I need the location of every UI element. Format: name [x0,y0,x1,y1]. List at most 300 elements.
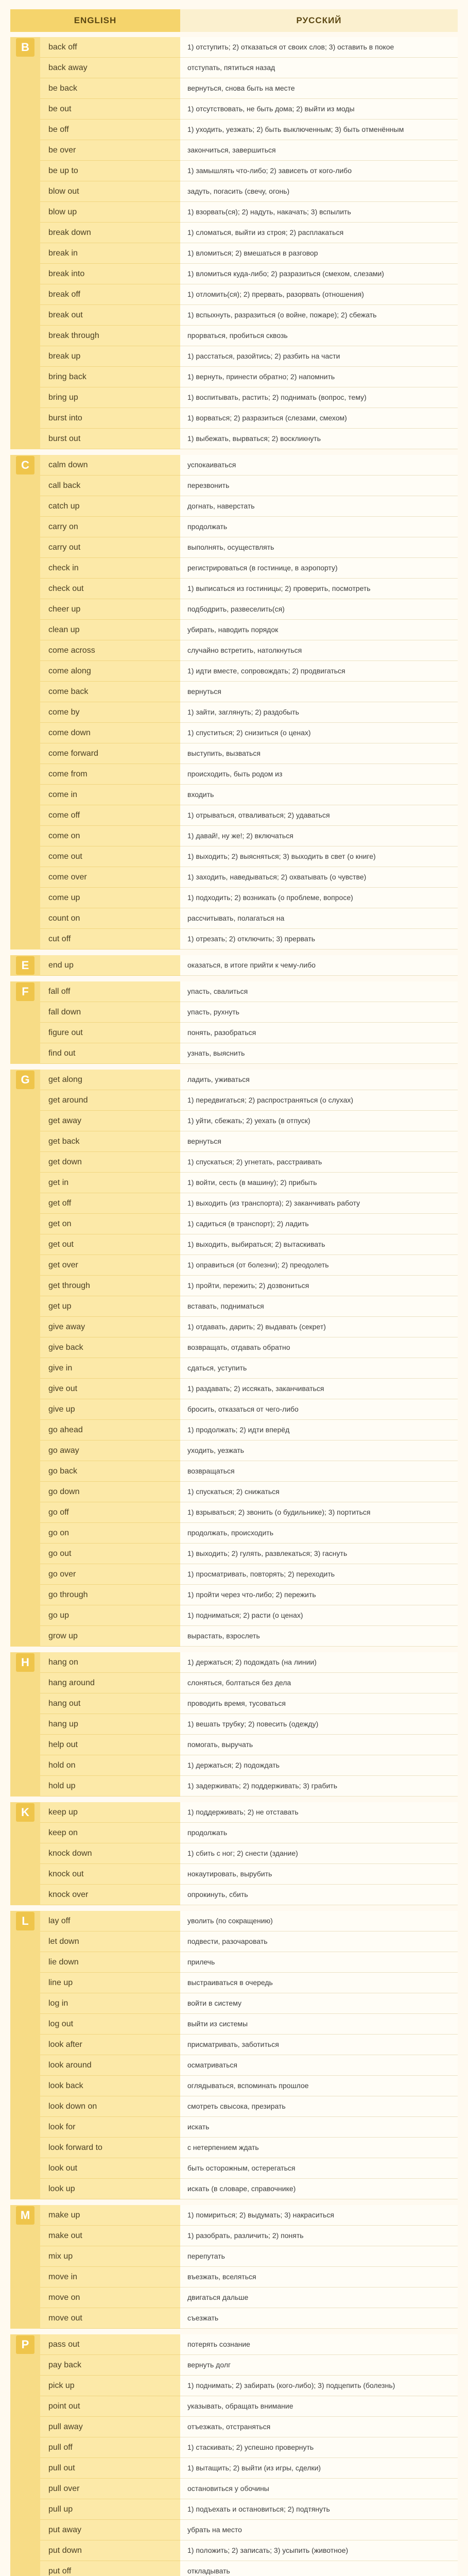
phrase-row [40,1214,458,1234]
phrase-row [40,1152,458,1173]
russian-translation: ладить, уживаться [180,1070,458,1090]
phrase-row [40,1482,458,1502]
english-phrase: be off [40,120,180,140]
phrase-row [40,2267,458,2287]
russian-translation: 1) отрезать; 2) отключить; 3) прервать [180,929,458,950]
phrase-row [40,1379,458,1399]
phrase-row [40,1296,458,1317]
english-phrase: knock out [40,1864,180,1885]
russian-translation: перепутать [180,2246,458,2267]
english-phrase: break up [40,346,180,367]
phrase-row [40,1193,458,1214]
english-phrase: lie down [40,1952,180,1973]
phrase-row [40,223,458,243]
phrase-row [40,1735,458,1755]
phrase-row [40,2014,458,2035]
english-phrase: knock over [40,1885,180,1905]
russian-translation: 1) стаскивать; 2) успешно провернуть [180,2437,458,2458]
english-phrase: go up [40,1605,180,1626]
english-phrase: break through [40,326,180,346]
russian-translation: 1) уходить, уезжать; 2) быть выключенным; 3) быть отменённым [180,120,458,140]
russian-translation: откладывать [180,2561,458,2576]
russian-translation: 1) вернуть, принести обратно; 2) напомнить [180,367,458,387]
russian-translation: 1) выходить, выбираться; 2) вытаскивать [180,1234,458,1255]
phrase-row [40,517,458,537]
english-phrase: mix up [40,2246,180,2267]
phrase-row [40,305,458,326]
phrasal-verb-table [10,37,458,2576]
english-phrase: be over [40,140,180,161]
phrase-row [40,99,458,120]
english-phrase: fall down [40,1002,180,1023]
phrase-row [40,2055,458,2076]
english-phrase: give back [40,1337,180,1358]
phrase-row [40,1776,458,1797]
english-phrase: back off [40,37,180,58]
russian-translation: 1) выходить; 2) гулять, развлекаться; 3) гаснуть [180,1544,458,1564]
phrase-row [40,1502,458,1523]
phrase-row [40,1023,458,1043]
russian-translation: 1) вломиться; 2) вмешаться в разговор [180,243,458,264]
english-phrase: come out [40,846,180,867]
phrase-row [40,1931,458,1952]
phrase-row [40,867,458,888]
russian-translation: войти в систему [180,1993,458,2014]
phrase-row [40,1070,458,1090]
english-phrase: move on [40,2287,180,2308]
phrase-row [40,723,458,743]
russian-translation: 1) идти вместе, сопровождать; 2) продвигаться [180,661,458,682]
russian-translation: вставать, подниматься [180,1296,458,1317]
phrase-row [40,764,458,785]
phrase-row [40,2205,458,2226]
english-phrase: look after [40,2035,180,2055]
english-phrase: get away [40,1111,180,1131]
russian-translation: возвращаться [180,1461,458,1482]
english-phrase: go over [40,1564,180,1585]
phrase-row [40,2179,458,2199]
phrase-row [40,1973,458,1993]
russian-translation: 1) оправиться (от болезни); 2) преодолеть [180,1255,458,1276]
letter-strip [10,455,40,950]
letter-section [10,2205,458,2329]
english-phrase: pull up [40,2499,180,2520]
russian-translation: сдаться, уступить [180,1358,458,1379]
russian-translation: отъезжать, отстраняться [180,2417,458,2437]
phrase-row [40,888,458,908]
russian-translation: бросить, отказаться от чего-либо [180,1399,458,1420]
english-phrase: clean up [40,620,180,640]
english-phrase: hold on [40,1755,180,1776]
english-phrase: hang up [40,1714,180,1735]
russian-translation: подвести, разочаровать [180,1931,458,1952]
phrase-row [40,661,458,682]
russian-translation: 1) спуститься; 2) снизиться (о ценах) [180,723,458,743]
phrase-row [40,2287,458,2308]
english-phrase: find out [40,1043,180,1064]
english-phrase: look out [40,2158,180,2179]
phrase-row [40,1440,458,1461]
english-phrase: fall off [40,981,180,1002]
column-header-english: ENGLISH [10,9,180,32]
phrase-list [40,455,458,950]
english-phrase: get over [40,1255,180,1276]
phrase-row [40,1864,458,1885]
english-phrase: go out [40,1544,180,1564]
russian-translation: оказаться, в итоге прийти к чему-либо [180,955,458,976]
letter-strip [10,2205,40,2329]
russian-translation: осматриваться [180,2055,458,2076]
russian-translation: 1) ворваться; 2) разразиться (слезами, смехом) [180,408,458,429]
phrase-row [40,805,458,826]
english-phrase: burst into [40,408,180,429]
russian-translation: проводить время, тусоваться [180,1693,458,1714]
russian-translation: случайно встретить, натолкнуться [180,640,458,661]
english-phrase: point out [40,2396,180,2417]
phrase-row [40,1337,458,1358]
phrase-row [40,429,458,449]
phrase-row [40,2226,458,2246]
phrase-row [40,2376,458,2396]
russian-translation: прорваться, пробиться сквозь [180,326,458,346]
phrase-row [40,682,458,702]
phrase-row [40,1043,458,1064]
phrase-row [40,1399,458,1420]
english-phrase: come down [40,723,180,743]
russian-translation: 1) взрываться; 2) звонить (о будильнике); 3) портиться [180,1502,458,1523]
russian-translation: 1) вытащить; 2) выйти (из игры, сделки) [180,2458,458,2479]
section-letter: P [16,2335,34,2354]
russian-translation: 1) расстаться, разойтись; 2) разбить на части [180,346,458,367]
phrase-row [40,2520,458,2540]
russian-translation: выстраиваться в очередь [180,1973,458,1993]
phrase-row [40,1544,458,1564]
russian-translation: 1) положить; 2) записать; 3) усыпить (животное) [180,2540,458,2561]
section-letter: L [16,1912,34,1930]
russian-translation: происходить, быть родом из [180,764,458,785]
english-phrase: blow up [40,202,180,223]
english-phrase: get down [40,1152,180,1173]
phrase-row [40,2396,458,2417]
english-phrase: come along [40,661,180,682]
section-letter: G [16,1071,34,1089]
russian-translation: вернуться [180,682,458,702]
russian-translation: убрать на место [180,2520,458,2540]
phrase-row [40,558,458,579]
russian-translation: упасть, рухнуть [180,1002,458,1023]
russian-translation: 1) держаться; 2) подождать [180,1755,458,1776]
russian-translation: 1) подходить; 2) возникать (о проблеме, вопросе) [180,888,458,908]
russian-translation: 1) продолжать; 2) идти вперёд [180,1420,458,1440]
russian-translation: входить [180,785,458,805]
phrase-row [40,496,458,517]
phrase-row [40,579,458,599]
section-letter: H [16,1653,34,1672]
phrase-row [40,2499,458,2520]
english-phrase: log in [40,1993,180,2014]
phrase-row [40,640,458,661]
phrase-list [40,1802,458,1905]
russian-translation: двигаться дальше [180,2287,458,2308]
russian-translation: вырастать, взрослеть [180,1626,458,1647]
russian-translation: уволить (по сокращению) [180,1911,458,1931]
english-phrase: go ahead [40,1420,180,1440]
phrase-row [40,37,458,58]
section-letter: F [16,982,34,1001]
russian-translation: задуть, погасить (свечу, огонь) [180,181,458,202]
english-phrase: move in [40,2267,180,2287]
english-phrase: pull off [40,2437,180,2458]
russian-translation: упасть, свалиться [180,981,458,1002]
english-phrase: break in [40,243,180,264]
russian-translation: 1) садиться (в транспорт); 2) ладить [180,1214,458,1234]
phrase-list [40,981,458,1064]
russian-translation: уходить, уезжать [180,1440,458,1461]
phrase-row [40,2540,458,2561]
phrase-row [40,120,458,140]
english-phrase: end up [40,955,180,976]
english-phrase: go off [40,1502,180,1523]
english-phrase: break into [40,264,180,284]
phrase-list [40,1911,458,2199]
russian-translation: искать [180,2117,458,2138]
section-letter: K [16,1803,34,1822]
phrase-row [40,1131,458,1152]
russian-translation: 1) давай!, ну же!; 2) включаться [180,826,458,846]
english-phrase: pay back [40,2355,180,2376]
russian-translation: оглядываться, вспоминать прошлое [180,2076,458,2096]
phrase-row [40,1173,458,1193]
english-phrase: break off [40,284,180,305]
phrase-row [40,2417,458,2437]
phrase-row [40,2308,458,2329]
russian-translation: 1) выбежать, вырваться; 2) воскликнуть [180,429,458,449]
english-phrase: get around [40,1090,180,1111]
letter-section [10,1652,458,1797]
russian-translation: 1) отсутствовать, не быть дома; 2) выйти из моды [180,99,458,120]
russian-translation: 1) спускаться; 2) снижаться [180,1482,458,1502]
english-phrase: pull away [40,2417,180,2437]
english-phrase: look up [40,2179,180,2199]
phrase-row [40,1585,458,1605]
russian-translation: 1) воспитывать, растить; 2) поднимать (вопрос, тему) [180,387,458,408]
phrase-row [40,1714,458,1735]
english-phrase: calm down [40,455,180,476]
english-phrase: come back [40,682,180,702]
russian-translation: продолжать [180,517,458,537]
russian-translation: опрокинуть, сбить [180,1885,458,1905]
russian-translation: 1) разобрать, различить; 2) понять [180,2226,458,2246]
english-phrase: blow out [40,181,180,202]
english-phrase: look around [40,2055,180,2076]
russian-translation: 1) помириться; 2) выдумать; 3) накраситься [180,2205,458,2226]
english-phrase: give out [40,1379,180,1399]
russian-translation: быть осторожным, остерегаться [180,2158,458,2179]
section-letter: B [16,38,34,57]
russian-translation: 1) отдавать, дарить; 2) выдавать (секрет) [180,1317,458,1337]
english-phrase: hold up [40,1776,180,1797]
russian-translation: смотреть свысока, презирать [180,2096,458,2117]
phrase-row [40,326,458,346]
phrase-row [40,1234,458,1255]
russian-translation: выступить, вызваться [180,743,458,764]
russian-translation: узнать, выяснить [180,1043,458,1064]
phrase-row [40,1317,458,1337]
phrase-row [40,743,458,764]
table-header [10,9,458,32]
letter-section [10,955,458,976]
letter-strip [10,955,40,976]
russian-translation: успокаиваться [180,455,458,476]
english-phrase: keep on [40,1823,180,1843]
english-phrase: make up [40,2205,180,2226]
english-phrase: come from [40,764,180,785]
russian-translation: возвращать, отдавать обратно [180,1337,458,1358]
phrase-row [40,846,458,867]
phrase-row [40,1843,458,1864]
phrase-row [40,908,458,929]
english-phrase: get up [40,1296,180,1317]
russian-translation: нокаутировать, вырубить [180,1864,458,1885]
english-phrase: go down [40,1482,180,1502]
russian-translation: выйти из системы [180,2014,458,2035]
russian-translation: съезжать [180,2308,458,2329]
english-phrase: hang on [40,1652,180,1673]
phrase-row [40,2561,458,2576]
phrase-row [40,1523,458,1544]
phrase-row [40,367,458,387]
english-phrase: put away [40,2520,180,2540]
russian-translation: вернуть долг [180,2355,458,2376]
russian-translation: 1) замышлять что-либо; 2) зависеть от кого-либо [180,161,458,181]
english-phrase: put down [40,2540,180,2561]
russian-translation: понять, разобраться [180,1023,458,1043]
phrase-row [40,2479,458,2499]
english-phrase: call back [40,476,180,496]
english-phrase: pull out [40,2458,180,2479]
column-header-russian: РУССКИЙ [180,9,458,32]
english-phrase: get off [40,1193,180,1214]
english-phrase: carry on [40,517,180,537]
english-phrase: look forward to [40,2138,180,2158]
phrase-row [40,2096,458,2117]
english-phrase: let down [40,1931,180,1952]
russian-translation: искать (в словаре, справочнике) [180,2179,458,2199]
russian-translation: 1) отступить; 2) отказаться от своих слов; 3) оставить в покое [180,37,458,58]
russian-translation: 1) выходить (из транспорта); 2) заканчивать работу [180,1193,458,1214]
english-phrase: get out [40,1234,180,1255]
russian-translation: 1) подъехать и остановиться; 2) подтянуть [180,2499,458,2520]
russian-translation: убирать, наводить порядок [180,620,458,640]
english-phrase: bring up [40,387,180,408]
phrase-list [40,2205,458,2329]
english-phrase: hang around [40,1673,180,1693]
phrase-row [40,981,458,1002]
phrase-row [40,455,458,476]
section-letter: C [16,456,34,474]
phrase-row [40,1693,458,1714]
russian-translation: 1) поднимать; 2) забирать (кого-либо); 3) подцепить (болезнь) [180,2376,458,2396]
letter-strip [10,1802,40,1905]
phrase-row [40,1673,458,1693]
phrase-row [40,2138,458,2158]
phrase-row [40,2437,458,2458]
phrase-row [40,702,458,723]
english-phrase: move out [40,2308,180,2329]
phrase-row [40,2158,458,2179]
english-phrase: be up to [40,161,180,181]
phrase-row [40,1885,458,1905]
phrase-row [40,1564,458,1585]
russian-translation: присматривать, заботиться [180,2035,458,2055]
phrase-row [40,620,458,640]
letter-strip [10,2334,40,2576]
letter-strip [10,981,40,1064]
english-phrase: look back [40,2076,180,2096]
phrase-list [40,955,458,976]
phrase-row [40,2246,458,2267]
russian-translation: перезвонить [180,476,458,496]
english-phrase: figure out [40,1023,180,1043]
letter-section [10,2334,458,2576]
russian-translation: остановиться у обочины [180,2479,458,2499]
english-phrase: come up [40,888,180,908]
english-phrase: keep up [40,1802,180,1823]
letter-section [10,981,458,1064]
english-phrase: pull over [40,2479,180,2499]
russian-translation: 1) отрываться, отваливаться; 2) удаваться [180,805,458,826]
russian-translation: 1) сломаться, выйти из строя; 2) расплакаться [180,223,458,243]
phrase-row [40,140,458,161]
phrase-row [40,826,458,846]
english-phrase: lay off [40,1911,180,1931]
phrase-row [40,929,458,950]
russian-translation: помогать, выручать [180,1735,458,1755]
phrase-row [40,2035,458,2055]
phrase-row [40,1111,458,1131]
english-phrase: pick up [40,2376,180,2396]
english-phrase: come by [40,702,180,723]
letter-section [10,1802,458,1905]
english-phrase: make out [40,2226,180,2246]
phrase-row [40,1420,458,1440]
english-phrase: get in [40,1173,180,1193]
russian-translation: рассчитывать, полагаться на [180,908,458,929]
russian-translation: догнать, наверстать [180,496,458,517]
english-phrase: go through [40,1585,180,1605]
russian-translation: продолжать [180,1823,458,1843]
english-phrase: bring back [40,367,180,387]
russian-translation: 1) вломиться куда-либо; 2) разразиться (смехом, слезами) [180,264,458,284]
letter-strip [10,1911,40,2199]
english-phrase: look for [40,2117,180,2138]
letter-section [10,37,458,449]
phrase-row [40,1090,458,1111]
russian-translation: 1) взорвать(ся); 2) надуть, накачать; 3) вспылить [180,202,458,223]
letter-section [10,1070,458,1647]
english-phrase: count on [40,908,180,929]
russian-translation: 1) пройти через что-либо; 2) пережить [180,1585,458,1605]
phrase-list [40,1652,458,1797]
english-phrase: check out [40,579,180,599]
english-phrase: knock down [40,1843,180,1864]
russian-translation: 1) держаться; 2) подождать (на линии) [180,1652,458,1673]
english-phrase: come off [40,805,180,826]
phrase-row [40,387,458,408]
english-phrase: come in [40,785,180,805]
english-phrase: be back [40,78,180,99]
english-phrase: break down [40,223,180,243]
